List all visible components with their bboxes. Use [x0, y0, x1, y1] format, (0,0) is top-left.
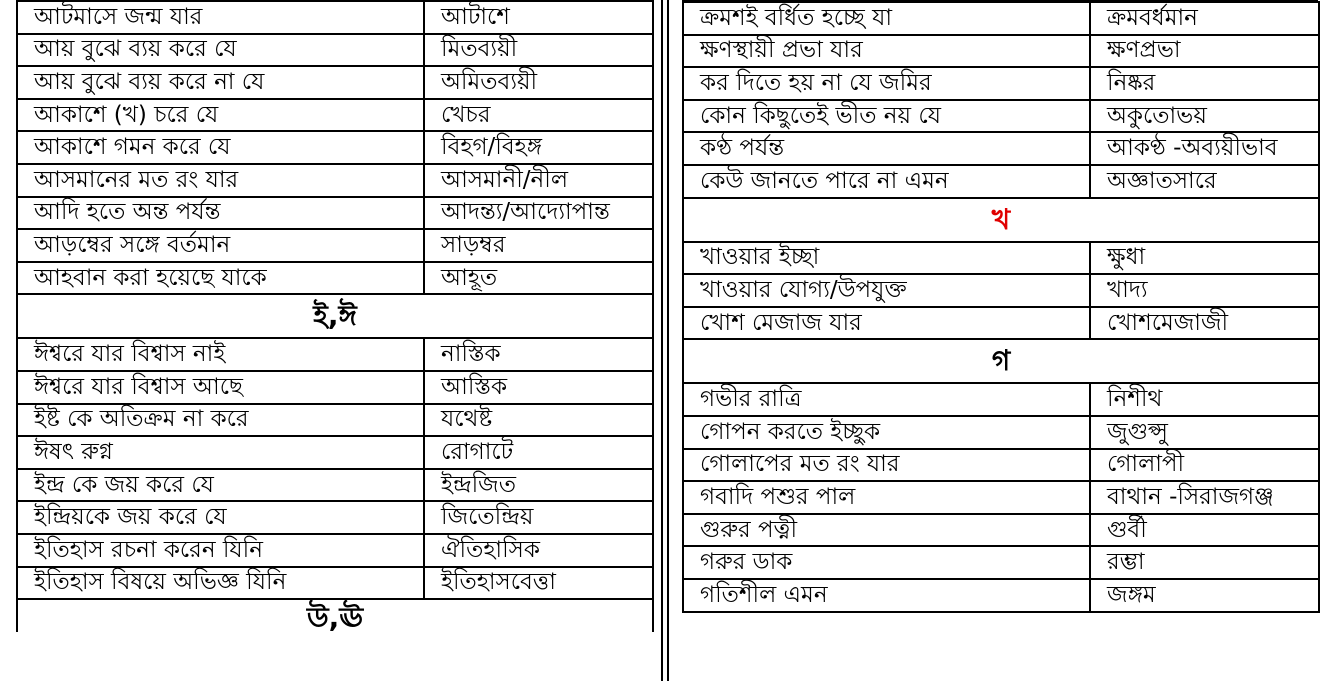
table-row: [17, 164, 653, 197]
phrase-cell: খোশ মেজাজ যার: [683, 307, 1090, 340]
one-word-cell: জুগুপ্সু: [1090, 416, 1319, 449]
one-word-cell: ইতিহাসবেত্তা: [424, 567, 653, 600]
table-row: [17, 66, 653, 99]
phrase-cell: ক্রমশই বর্ধিত হচ্ছে যা: [683, 2, 1090, 35]
right-word-table: [682, 1, 1320, 613]
table-row: [683, 514, 1319, 547]
left-word-table: [16, 0, 654, 632]
one-word-cell: খাদ্য: [1090, 274, 1319, 307]
one-word-cell: রম্ভা: [1090, 546, 1319, 579]
phrase-cell: ঈষৎ রুগ্ন: [17, 436, 424, 469]
one-word-cell: ঐতিহাসিক: [424, 534, 653, 567]
phrase-cell: কণ্ঠ পর্যন্ত: [683, 132, 1090, 165]
phrase-cell: আড়ম্বের সঙ্গে বর্তমান: [17, 229, 424, 262]
one-word-cell: ক্ষণপ্রভা: [1090, 35, 1319, 68]
table-row: [17, 534, 653, 567]
one-word-cell: গোলাপী: [1090, 449, 1319, 482]
section-heading-row: [17, 294, 653, 338]
section-heading-row: [683, 339, 1319, 383]
one-word-cell: অজ্ঞাতসারে: [1090, 165, 1319, 198]
phrase-cell: কোন কিছুতেই ভীত নয় যে: [683, 100, 1090, 133]
phrase-cell: কর দিতে হয় না যে জমির: [683, 67, 1090, 100]
table-row: [683, 307, 1319, 340]
table-row: [683, 546, 1319, 579]
column-divider: [661, 0, 663, 681]
table-row: [683, 383, 1319, 416]
left-column: [16, 0, 652, 632]
table-row: [683, 165, 1319, 198]
one-word-cell: নাস্তিক: [424, 338, 653, 371]
table-row: [683, 481, 1319, 514]
one-word-cell: যথেষ্ট: [424, 404, 653, 437]
phrase-cell: আদি হতে অন্ত পর্যন্ত: [17, 197, 424, 230]
table-row: [683, 449, 1319, 482]
table-row: [17, 404, 653, 437]
section-heading-row: [17, 599, 653, 632]
phrase-cell: আহবান করা হয়েছে যাকে: [17, 262, 424, 295]
phrase-cell: ইন্দ্রিয়কে জয় করে যে: [17, 501, 424, 534]
one-word-cell: নিষ্কর: [1090, 67, 1319, 100]
one-word-cell: মিতব্যয়ী: [424, 34, 653, 67]
phrase-cell: ক্ষণস্থায়ী প্রভা যার: [683, 35, 1090, 68]
phrase-cell: আকাশে গমন করে যে: [17, 131, 424, 164]
one-word-cell: আহূত: [424, 262, 653, 295]
table-row: [17, 99, 653, 132]
table-row: [17, 34, 653, 67]
one-word-cell: সাড়ম্বর: [424, 229, 653, 262]
one-word-cell: আকণ্ঠ -অব্যয়ীভাব: [1090, 132, 1319, 165]
table-row: [17, 229, 653, 262]
one-word-cell: ইন্দ্রজিত: [424, 469, 653, 502]
phrase-cell: গবাদি পশুর পাল: [683, 481, 1090, 514]
table-row: [683, 132, 1319, 165]
phrase-cell: গতিশীল এমন: [683, 579, 1090, 612]
section-heading: খ: [683, 198, 1319, 242]
one-word-cell: গুর্বী: [1090, 514, 1319, 547]
one-word-cell: আটাশে: [424, 1, 653, 34]
table-row: [17, 262, 653, 295]
one-word-cell: জঙ্গম: [1090, 579, 1319, 612]
one-word-cell: নিশীথ: [1090, 383, 1319, 416]
table-row: [683, 274, 1319, 307]
table-row: [17, 338, 653, 371]
phrase-cell: গরুর ডাক: [683, 546, 1090, 579]
table-row: [17, 501, 653, 534]
right-column: [682, 1, 1318, 613]
one-word-cell: রোগাটে: [424, 436, 653, 469]
phrase-cell: কেউ জানতে পারে না এমন: [683, 165, 1090, 198]
phrase-cell: ইষ্ট কে অতিক্রম না করে: [17, 404, 424, 437]
phrase-cell: ইতিহাস রচনা করেন যিনি: [17, 534, 424, 567]
phrase-cell: খাওয়ার যোগ্য/উপযুক্ত: [683, 274, 1090, 307]
one-word-cell: ক্রমবর্ধমান: [1090, 2, 1319, 35]
table-row: [17, 567, 653, 600]
phrase-cell: গভীর রাত্রি: [683, 383, 1090, 416]
table-row: [17, 1, 653, 34]
table-row: [683, 242, 1319, 275]
one-word-cell: অকুতোভয়: [1090, 100, 1319, 133]
phrase-cell: গোলাপের মত রং যার: [683, 449, 1090, 482]
phrase-cell: খাওয়ার ইচ্ছা: [683, 242, 1090, 275]
one-word-cell: আস্তিক: [424, 371, 653, 404]
one-word-cell: জিতেন্দ্রিয়: [424, 501, 653, 534]
phrase-cell: আয় বুঝে ব্যয় করে না যে: [17, 66, 424, 99]
one-word-cell: অমিতব্যয়ী: [424, 66, 653, 99]
phrase-cell: আকাশে (খ) চরে যে: [17, 99, 424, 132]
table-row: [17, 131, 653, 164]
one-word-cell: বিহগ/বিহঙ্গ: [424, 131, 653, 164]
table-row: [683, 67, 1319, 100]
one-word-cell: আসমানী/নীল: [424, 164, 653, 197]
table-row: [17, 469, 653, 502]
column-divider: [667, 0, 669, 681]
section-heading: উ,ঊ: [306, 601, 364, 633]
one-word-cell: বাথান -সিরাজগঞ্জ: [1090, 481, 1319, 514]
table-row: [683, 2, 1319, 35]
table-row: [17, 197, 653, 230]
section-heading: ই,ঈ: [17, 294, 653, 338]
table-row: [683, 416, 1319, 449]
one-word-cell: ক্ষুধা: [1090, 242, 1319, 275]
section-heading: গ: [683, 339, 1319, 383]
phrase-cell: গুরুর পত্নী: [683, 514, 1090, 547]
table-row: [683, 579, 1319, 612]
one-word-cell: খোশমেজাজী: [1090, 307, 1319, 340]
table-row: [683, 35, 1319, 68]
section-heading-cell: [17, 599, 653, 632]
phrase-cell: আটমাসে জন্ম যার: [17, 1, 424, 34]
section-heading-row: [683, 198, 1319, 242]
one-word-cell: আদন্ত্য/আদ্যোপান্ত: [424, 197, 653, 230]
phrase-cell: ঈশ্বরে যার বিশ্বাস নাই: [17, 338, 424, 371]
phrase-cell: আয় বুঝে ব্যয় করে যে: [17, 34, 424, 67]
phrase-cell: গোপন করতে ইচ্ছুক: [683, 416, 1090, 449]
table-row: [17, 371, 653, 404]
phrase-cell: ঈশ্বরে যার বিশ্বাস আছে: [17, 371, 424, 404]
table-row: [683, 100, 1319, 133]
phrase-cell: ইতিহাস বিষয়ে অভিজ্ঞ যিনি: [17, 567, 424, 600]
one-word-cell: খেচর: [424, 99, 653, 132]
phrase-cell: ইন্দ্র কে জয় করে যে: [17, 469, 424, 502]
phrase-cell: আসমানের মত রং যার: [17, 164, 424, 197]
table-row: [17, 436, 653, 469]
